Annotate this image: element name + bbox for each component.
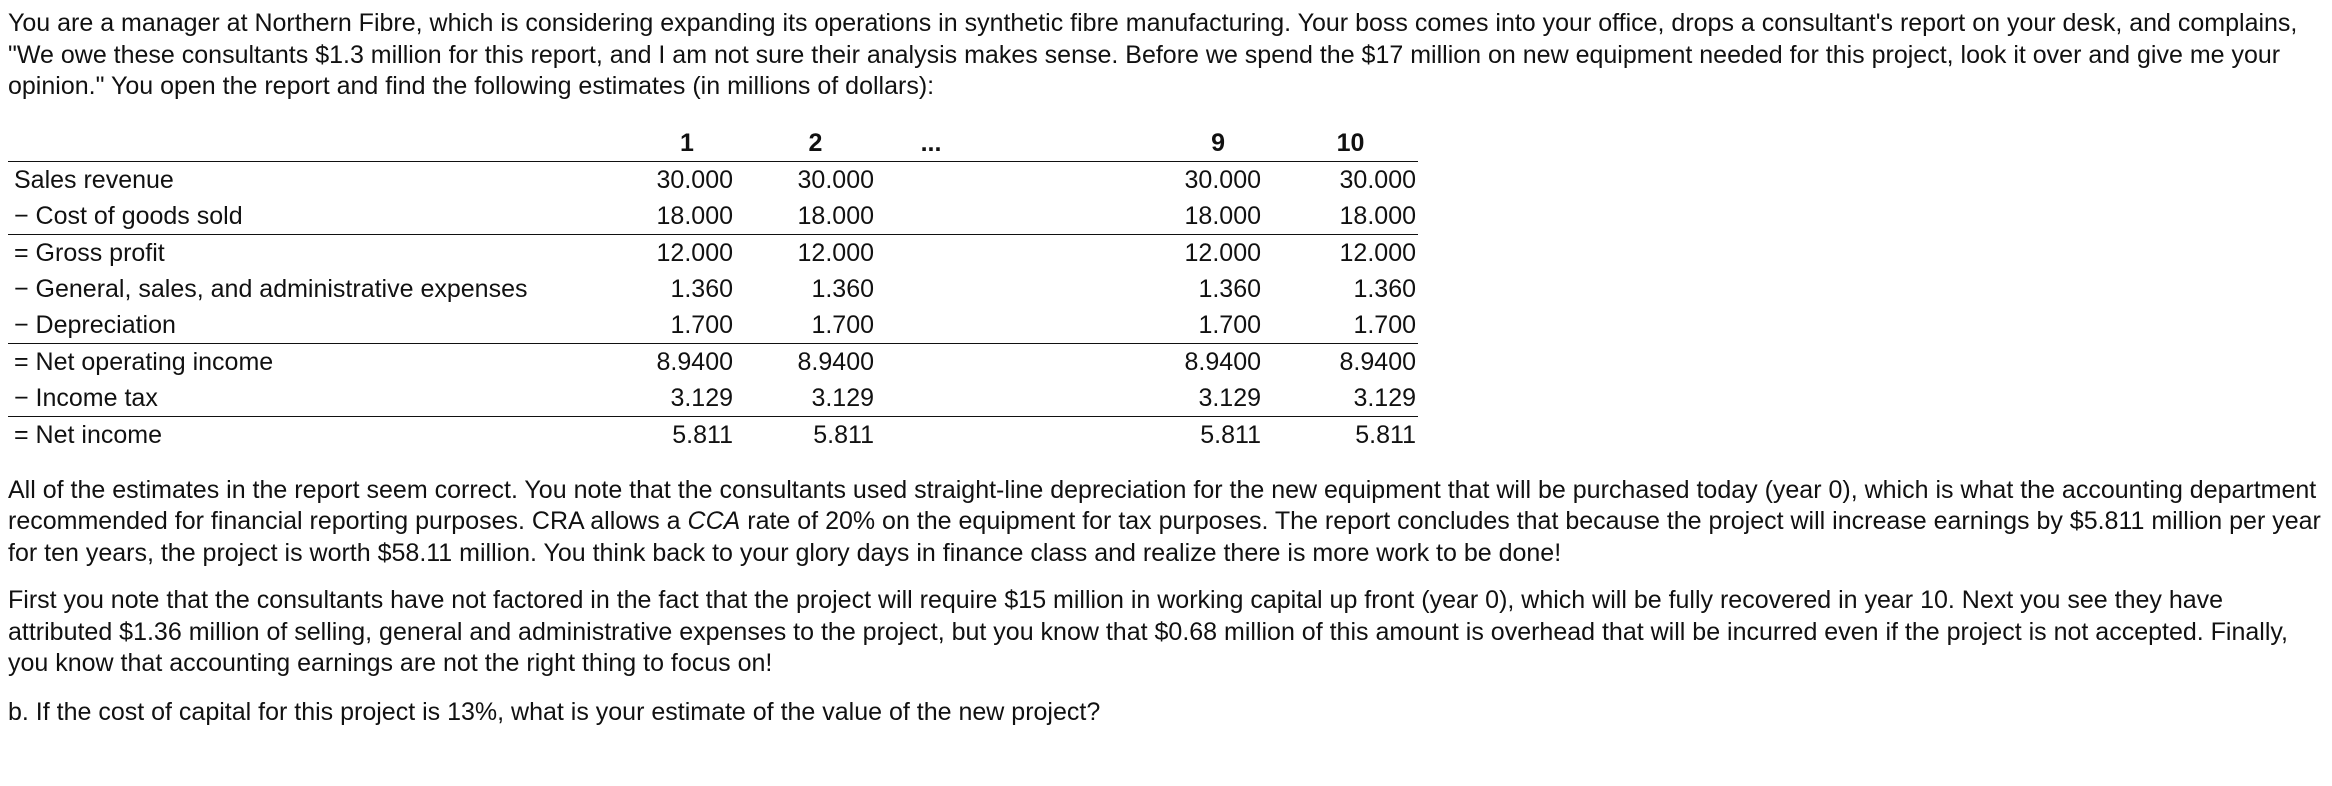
table-row bbox=[8, 307, 1418, 344]
row-value-year-2: 5.811 bbox=[813, 420, 874, 449]
row-value-year-10: 3.129 bbox=[1263, 380, 1418, 417]
row-value-year-2: 30.000 bbox=[797, 165, 874, 194]
row-value-year-10: 30.000 bbox=[1339, 165, 1416, 194]
cca-term: CCA bbox=[687, 507, 741, 535]
row-ellipsis-cell bbox=[876, 307, 986, 344]
assumptions-text-after: rate of 20% on the equipment for tax purposes. The report concludes that because the project will increase earnings by $5.811 million per year for ten years, the project is worth $58.11 million. You think back to your glory days in finance class and realize there is more work to be done! bbox=[8, 507, 2321, 567]
row-value-year-1: 5.811 bbox=[672, 420, 733, 449]
header-year-2: 2 bbox=[735, 125, 876, 162]
row-value-year-9: 30.000 bbox=[1184, 165, 1261, 194]
row-ellipsis-cell bbox=[876, 343, 986, 380]
row-label: = Gross profit bbox=[14, 238, 165, 267]
table-row bbox=[8, 198, 1418, 235]
row-value-year-2: 1.700 bbox=[735, 307, 876, 344]
row-label: Sales revenue bbox=[14, 165, 174, 194]
assumptions-text-before: All of the estimates in the report seem correct. You note that the consultants used straight-line depreciation for the new equipment that will be purchased today (year 0), which is what the accounting department recommended for financial reporting purposes. CRA allows a bbox=[8, 475, 2317, 535]
row-label: − General, sales, and administrative expenses bbox=[14, 274, 528, 303]
row-value-year-1: 1.700 bbox=[619, 307, 735, 344]
row-value-year-2: 12.000 bbox=[797, 238, 874, 267]
row-ellipsis-cell bbox=[876, 380, 986, 417]
row-ellipsis-cell bbox=[876, 271, 986, 307]
row-value-year-2: 18.000 bbox=[735, 198, 876, 235]
intro-paragraph: You are a manager at Northern Fibre, which is considering expanding its operations in synthetic fibre manufacturing. Your boss comes into your office, drops a consultant's report on your desk, and complains, "We owe these consultants $1.3 million for this report, and I am not sure their analysis makes sense. Before we spend the $17 million on new equipment needed for this project, look it over and give me your opinion." You open the report and find the following estimates (in millions of dollars): bbox=[8, 9, 2298, 100]
row-ellipsis-cell bbox=[876, 198, 986, 235]
row-label: − Depreciation bbox=[8, 307, 619, 344]
row-value-year-1: 1.360 bbox=[670, 274, 733, 303]
table-row bbox=[8, 416, 1418, 453]
header-ellipsis: ... bbox=[876, 125, 986, 162]
row-value-year-9: 1.700 bbox=[986, 307, 1263, 344]
row-ellipsis-cell bbox=[876, 161, 986, 198]
table-row bbox=[8, 380, 1418, 417]
row-value-year-9: 5.811 bbox=[1200, 420, 1261, 449]
assumptions-paragraph bbox=[8, 475, 2324, 570]
row-value-year-9: 8.9400 bbox=[1184, 347, 1261, 376]
row-label: = Net operating income bbox=[14, 347, 274, 376]
row-value-year-2: 8.9400 bbox=[797, 347, 874, 376]
table-header-row bbox=[8, 125, 1418, 162]
adjustments-paragraph: First you note that the consultants have not factored in the fact that the project will require $15 million in working capital up front (year 0), which will be fully recovered in year 10. Next you see they have attributed $1.36 million of selling, general and administrative expenses to the project, but you know that $0.68 million of this amount is overhead that will be incurred even if the project is not accepted. Finally, you know that accounting earnings are not the right thing to focus on! bbox=[8, 586, 2288, 677]
row-value-year-10: 18.000 bbox=[1263, 198, 1418, 235]
row-ellipsis-cell bbox=[876, 416, 986, 453]
table-row bbox=[8, 234, 1418, 271]
row-value-year-2: 3.129 bbox=[735, 380, 876, 417]
row-value-year-9: 1.360 bbox=[1198, 274, 1261, 303]
row-value-year-10: 1.360 bbox=[1353, 274, 1416, 303]
row-ellipsis-cell bbox=[876, 234, 986, 271]
question-b: b. If the cost of capital for this project is 13%, what is your estimate of the value of the new project? bbox=[8, 697, 1101, 726]
income-statement-table bbox=[8, 125, 1418, 453]
header-year-9: 9 bbox=[986, 125, 1263, 162]
row-value-year-1: 12.000 bbox=[656, 238, 733, 267]
row-label: − Income tax bbox=[8, 380, 619, 417]
row-value-year-9: 3.129 bbox=[986, 380, 1263, 417]
row-value-year-1: 3.129 bbox=[619, 380, 735, 417]
row-value-year-1: 8.9400 bbox=[656, 347, 733, 376]
table-row bbox=[8, 271, 1418, 307]
row-value-year-9: 18.000 bbox=[986, 198, 1263, 235]
row-value-year-10: 8.9400 bbox=[1339, 347, 1416, 376]
row-value-year-1: 18.000 bbox=[619, 198, 735, 235]
row-value-year-10: 5.811 bbox=[1355, 420, 1416, 449]
table-row bbox=[8, 343, 1418, 380]
header-label-cell bbox=[8, 125, 619, 162]
header-year-10: 10 bbox=[1263, 125, 1418, 162]
row-value-year-10: 1.700 bbox=[1263, 307, 1418, 344]
row-value-year-2: 1.360 bbox=[811, 274, 874, 303]
table-row bbox=[8, 161, 1418, 198]
row-value-year-9: 12.000 bbox=[1184, 238, 1261, 267]
row-value-year-10: 12.000 bbox=[1339, 238, 1416, 267]
row-label: − Cost of goods sold bbox=[8, 198, 619, 235]
row-label: = Net income bbox=[14, 420, 162, 449]
row-value-year-1: 30.000 bbox=[656, 165, 733, 194]
header-year-1: 1 bbox=[619, 125, 735, 162]
